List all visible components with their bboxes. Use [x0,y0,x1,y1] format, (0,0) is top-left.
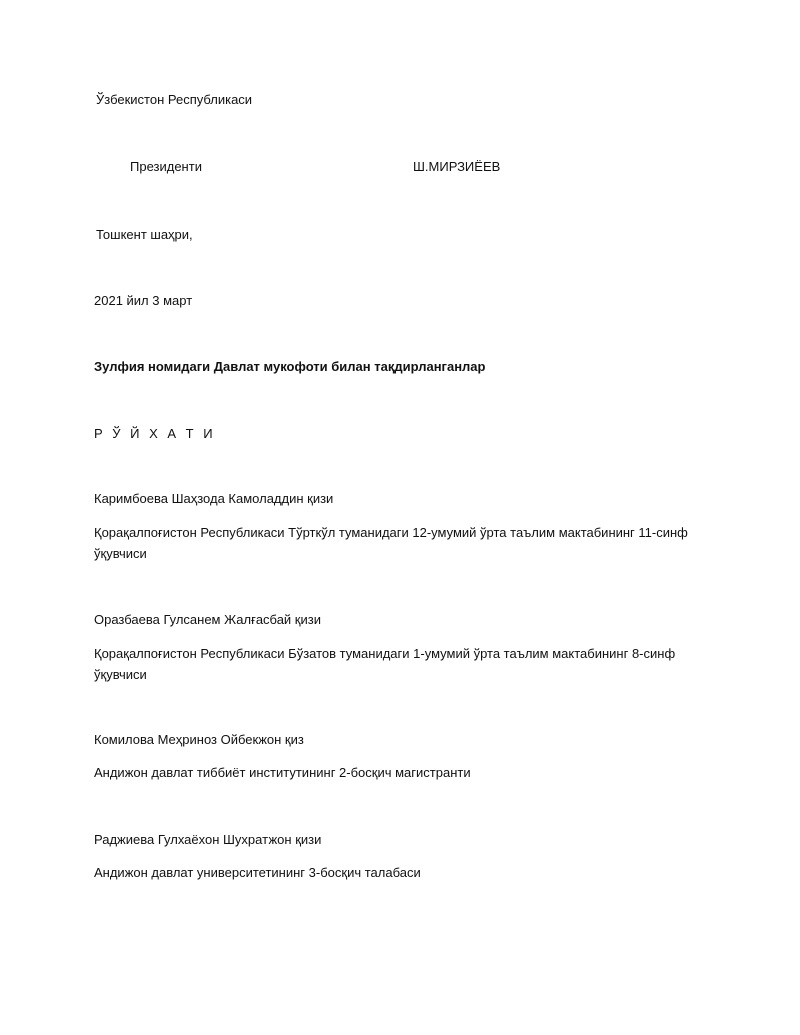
laureate-name: Каримбоева Шаҳзода Камоладдин қизи [94,491,334,506]
signatory-name: Ш.МИРЗИЁЕВ [413,159,501,174]
laureate-description: Қорақалпоғистон Республикаси Бўзатов туманидаги 1-умумий ўрта таълим мактабининг 8-синф ўқувчиси [94,646,676,682]
laureate-description: Андижон давлат университетининг 3-босқич талабаси [94,865,421,880]
country-line: Ўзбекистон Республикаси [96,92,253,107]
laureate-name: Оразбаева Гулсанем Жалғасбай қизи [94,612,321,627]
position-title: Президенти [130,159,202,174]
document-title: Зулфия номидаги Давлат мукофоти билан тақдирланганлар [94,359,486,374]
laureate-name: Раджиева Гулхаёхон Шухратжон қизи [94,832,322,847]
document-subtitle: Р Ў Й Х А Т И [94,426,216,441]
laureate-description: Андижон давлат тиббиёт институтининг 2-босқич магистранти [94,765,471,780]
laureate-description: Қорақалпоғистон Республикаси Тўрткўл туманидаги 12-умумий ўрта таълим мактабининг 11-синф ўқувчиси [94,525,688,561]
date-line: 2021 йил 3 март [94,293,193,308]
laureate-name: Комилова Меҳриноз Ойбекжон қиз [94,732,304,747]
city-line: Тошкент шаҳри, [96,227,193,242]
